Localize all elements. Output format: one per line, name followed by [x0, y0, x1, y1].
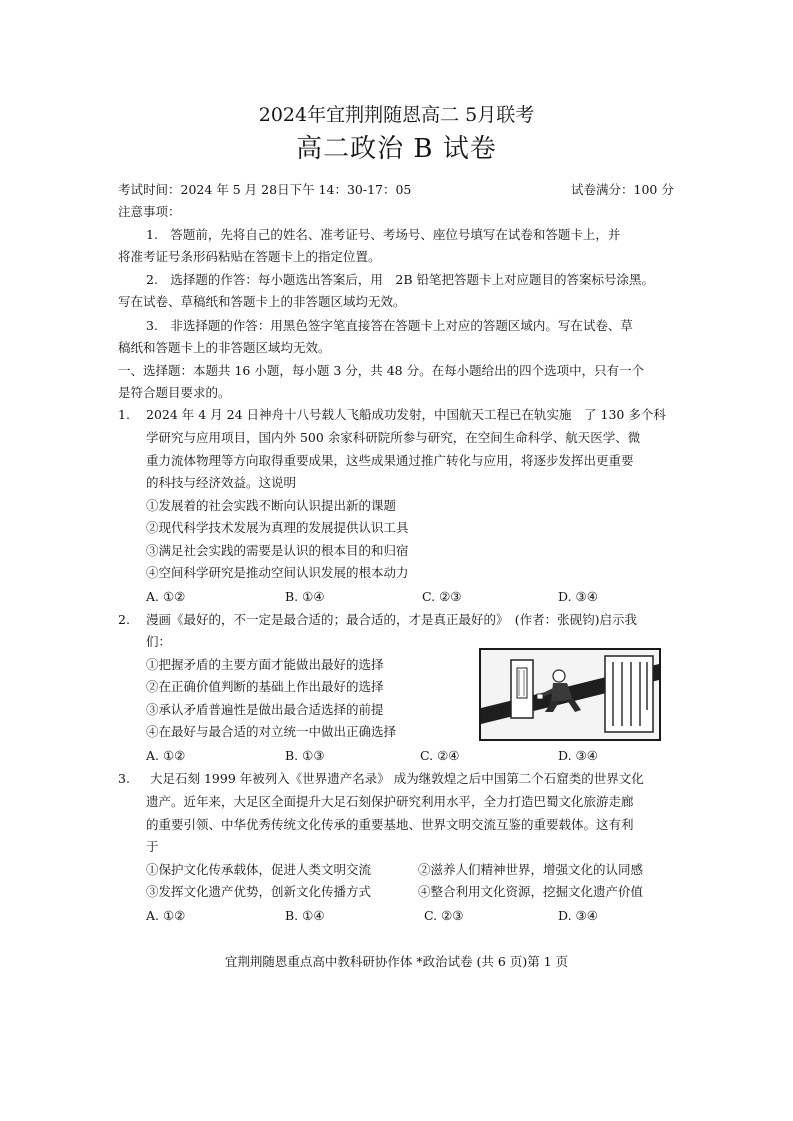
- cartoon-illustration: [481, 650, 659, 739]
- q2-statement-4: ④在最好与最合适的对立统一中做出正确选择: [146, 724, 397, 739]
- q3-statement-2: ②滋养人们精神世界，增强文化的认同感: [418, 862, 644, 877]
- q1-option-c: C. ②③: [422, 589, 462, 604]
- q3-statement-4: ④整合利用文化资源，挖掘文化遗产价值: [418, 884, 644, 899]
- q3-option-b: B. ①④: [285, 908, 325, 923]
- note-1-line1: 1. 答题前，先将自己的姓名、准考证号、考场号、座位号填写在试卷和答题卡上，并: [146, 227, 621, 242]
- q3-number: 3.: [118, 771, 130, 786]
- q1-statement-2: ②现代科学技术发展为真理的发展提供认识工具: [146, 520, 409, 535]
- q1-option-d: D. ③④: [558, 589, 598, 604]
- q1-stem-line3: 重力流体物理等方向取得重要成果，这些成果通过推广转化与应用，将逐步发挥出更重要: [146, 453, 634, 468]
- q2-option-c: C. ②④: [420, 748, 460, 763]
- q2-option-b: B. ①③: [285, 748, 325, 763]
- note-2-line2: 写在试卷、草稿纸和答题卡上的非答题区域均无效。: [118, 294, 406, 309]
- note-3-line1: 3. 非选择题的作答：用黑色签字笔直接答在答题卡上对应的答题区域内。写在试卷、草: [146, 318, 633, 333]
- section1-instruction-line2: 是符合题目要求的。: [118, 385, 231, 400]
- q1-option-a: A. ①②: [146, 589, 186, 604]
- q3-option-c: C. ②③: [424, 908, 464, 923]
- exam-time: 考试时间：2024 年 5 月 28日下午 14：30-17：05: [118, 182, 412, 197]
- q2-stem-line2: 们：: [146, 634, 172, 649]
- exam-title-line1: 2024年宜荆荆随恩高二 5月联考: [258, 104, 535, 126]
- q1-statement-4: ④空间科学研究是推动空间认识发展的根本动力: [146, 565, 409, 580]
- q1-stem-line4: 的科技与经济效益。这说明: [146, 475, 297, 490]
- q2-number: 2.: [118, 612, 130, 627]
- q3-statement-1: ①保护文化传承载体，促进人类文明交流: [146, 862, 372, 877]
- q1-statement-1: ①发展着的社会实践不断向认识提出新的课题: [146, 498, 397, 513]
- q3-statement-3: ③发挥文化遗产优势，创新文化传播方式: [146, 884, 372, 899]
- q1-statement-3: ③满足社会实践的需要是认识的根本目的和归宿: [146, 543, 409, 558]
- q1-stem-line2: 学研究与应用项目，国内外 500 余家科研院所参与研究，在空间生命科学、航天医学、微: [146, 430, 641, 445]
- q3-stem-line2: 遗产。近年来，大足区全面提升大足石刻保护研究利用水平，全力打造巴蜀文化旅游走廊: [146, 794, 634, 809]
- page-footer: 宜荆荆随恩重点高中教科研协作体 *政治试卷 (共 6 页)第 1 页: [224, 954, 569, 969]
- q2-statement-2: ②在正确价值判断的基础上作出最好的选择: [146, 679, 384, 694]
- q2-option-d: D. ③④: [558, 748, 598, 763]
- full-score: 试卷满分：100 分: [571, 182, 674, 197]
- note-2-line1: 2. 选择题的作答：每小题选出答案后，用 2B 铅笔把答题卡上对应题目的答案标号涂黑。: [146, 272, 655, 287]
- q3-stem-line4: 于: [146, 839, 159, 854]
- note-1-line2: 将准考证号条形码粘贴在答题卡上的指定位置。: [118, 249, 381, 264]
- note-3-line2: 稿纸和答题卡上的非答题区域均无效。: [118, 340, 331, 355]
- q2-statement-3: ③承认矛盾普遍性是做出最合适选择的前提: [146, 702, 384, 717]
- q3-option-d: D. ③④: [558, 908, 598, 923]
- q3-option-a: A. ①②: [146, 908, 186, 923]
- exam-title-line2: 高二政治 B 试卷: [296, 134, 497, 164]
- q2-option-a: A. ①②: [146, 748, 186, 763]
- section1-instruction-line1: 一、选择题：本题共 16 小题，每小题 3 分，共 48 分。在每小题给出的四个选项中，只有一个: [118, 363, 645, 378]
- cartoon-image: [479, 648, 661, 741]
- q2-stem-line1: 漫画《最好的，不一定是最合适的；最合适的，才是真正最好的》 (作者：张砚钧)启示我: [146, 612, 638, 627]
- q3-stem-line1: 大足石刻 1999 年被列入《世界遗产名录》 成为继敦煌之后中国第二个石窟类的世界文化: [150, 771, 644, 786]
- q2-statement-1: ①把握矛盾的主要方面才能做出最好的选择: [146, 657, 384, 672]
- notes-heading: 注意事项：: [118, 204, 181, 219]
- q1-option-b: B. ①④: [285, 589, 325, 604]
- q1-stem-line1: 2024 年 4 月 24 日神舟十八号载人飞船成功发射，中国航天工程已在轨实施 了 130 多个科: [146, 407, 666, 422]
- q1-number: 1.: [118, 407, 130, 422]
- q3-stem-line3: 的重要引领、中华优秀传统文化传承的重要基地、世界文明交流互鉴的重要载体。这有利: [146, 817, 634, 832]
